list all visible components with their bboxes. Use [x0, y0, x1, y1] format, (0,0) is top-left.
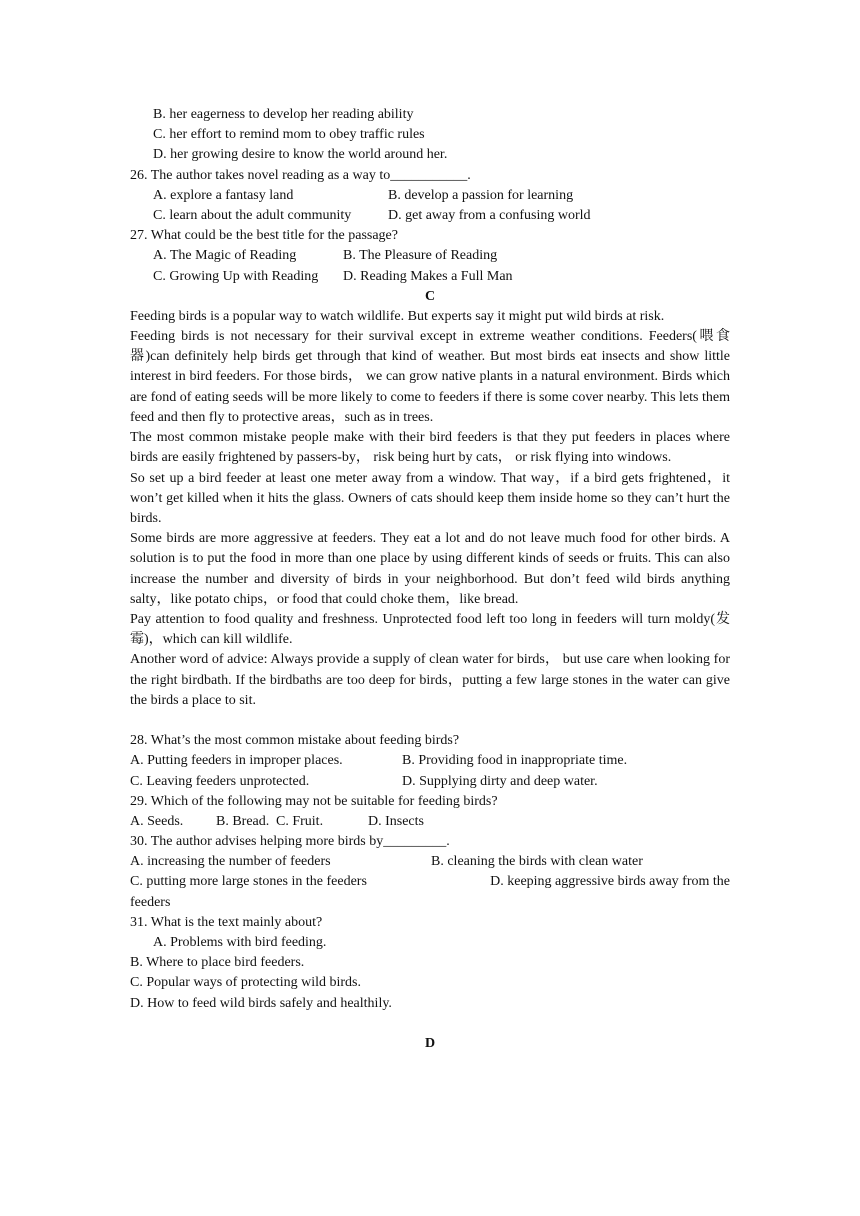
q30-option-d: D. keeping aggressive birds away from the: [490, 874, 730, 890]
q27-option-a: A. The Magic of Reading: [153, 248, 297, 264]
passage-paragraph-6: Pay attention to food quality and freshness. Unprotected food left too long in feeders will turn moldy(发霉)，which can kill wildlife.: [130, 611, 730, 648]
q30-option-c: C. putting more large stones in the feeders: [130, 874, 367, 890]
passage-paragraph-2: Feeding birds is not necessary for their survival except in extreme weather conditions. Feeders(喂食器)can definitely help birds get through that kind of weather. But most birds eat insects and show little interest in bird feeders. For those birds， we can grow native plants in a natural environment. Birds which are fond of eating seeds will be more likely to come to feeders if there is some cover nearby. This lets them feed and then fly to protective areas，such as in trees.: [130, 329, 730, 425]
q26-options-row-2: [130, 206, 730, 226]
q31-option-d: D. How to feed wild birds safely and healthily.: [130, 995, 392, 1011]
q28-option-a: A. Putting feeders in improper places.: [130, 753, 343, 769]
q31-option-c: C. Popular ways of protecting wild birds.: [130, 975, 361, 991]
q30-option-a: A. increasing the number of feeders: [130, 854, 331, 870]
q26-option-c: C. learn about the adult community: [153, 207, 352, 223]
q29-option-c: C. Fruit.: [276, 813, 324, 829]
q26-option-a: A. explore a fantasy land: [153, 187, 294, 203]
passage-paragraph-7: Another word of advice: Always provide a supply of clean water for birds， but use care when looking for the right birdbath. If the birdbaths are too deep for birds，putting a few large stones in the water can give the birds a place to sit.: [130, 652, 730, 708]
q29-option-b: B. Bread.: [216, 813, 270, 829]
q27-options-row-2: [130, 267, 730, 287]
q26-stem: 26. The author takes novel reading as a way to___________.: [130, 167, 471, 183]
passage-paragraph-3: The most common mistake people make with their bird feeders is that they put feeders in places where birds are easily frightened by passers-by， risk being hurt by cats， or risk flying into windows.: [130, 430, 730, 466]
passage-paragraph-5: Some birds are more aggressive at feeders. They eat a lot and do not leave much food for other birds. A solution is to put the food in more than one place by using different kinds of seeds or fruits. This can also increase the number and diversity of birds in your neighborhood. But don’t feed wild birds anything salty，like potato chips，or food that could choke them，like bread.: [130, 531, 730, 607]
q29-option-d: D. Insects: [368, 813, 424, 829]
q29-options-row: [130, 812, 730, 832]
q29-option-a: A. Seeds.: [130, 813, 184, 829]
q25-option-b: B. her eagerness to develop her reading ability: [153, 107, 414, 122]
q27-option-b: B. The Pleasure of Reading: [343, 248, 498, 264]
q31-option-b: B. Where to place bird feeders.: [130, 955, 305, 971]
passage-paragraph-1: Feeding birds is a popular way to watch wildlife. But experts say it might put wild birds at risk.: [130, 308, 665, 324]
q25-option-d: D. her growing desire to know the world around her.: [153, 147, 448, 163]
spacer: [130, 1014, 730, 1034]
q25-option-c: C. her effort to remind mom to obey traffic rules: [153, 127, 425, 143]
q29-stem: 29. Which of the following may not be suitable for feeding birds?: [130, 793, 498, 809]
q26-options-row-1: [130, 186, 730, 206]
q27-option-c: C. Growing Up with Reading: [153, 268, 319, 284]
page-content: [130, 105, 730, 1054]
q30-option-d-continued: feeders: [130, 894, 171, 910]
q28-options-row-2: [130, 772, 730, 792]
q30-stem: 30. The author advises helping more birds by_________.: [130, 834, 450, 850]
q27-options-row-1: [130, 246, 730, 266]
q28-option-c: C. Leaving feeders unprotected.: [130, 773, 310, 789]
q31-option-a: A. Problems with bird feeding.: [153, 935, 327, 950]
section-c-heading: C: [424, 288, 436, 304]
q28-stem: 28. What’s the most common mistake about feeding birds?: [130, 733, 460, 749]
q30-option-b: B. cleaning the birds with clean water: [431, 854, 643, 870]
q31-stem: 31. What is the text mainly about?: [130, 914, 323, 930]
q26-option-d: D. get away from a confusing world: [388, 207, 591, 223]
q28-options-row-1: [130, 751, 730, 771]
q28-option-d: D. Supplying dirty and deep water.: [402, 773, 598, 789]
q27-option-d: D. Reading Makes a Full Man: [343, 268, 513, 284]
section-d-heading: D: [424, 1035, 436, 1051]
q27-stem: 27. What could be the best title for the passage?: [130, 228, 398, 244]
passage-paragraph-4: So set up a bird feeder at least one meter away from a window. That way，if a bird gets frightened，it won’t get killed when it hits the glass. Owners of cats should keep them inside home so they can’t hurt the birds.: [130, 470, 730, 526]
q30-options-row-2: [130, 872, 730, 892]
spacer: [130, 711, 730, 731]
q28-option-b: B. Providing food in inappropriate time.: [402, 753, 628, 769]
q30-options-row-1: [130, 852, 730, 872]
q26-option-b: B. develop a passion for learning: [388, 187, 574, 203]
